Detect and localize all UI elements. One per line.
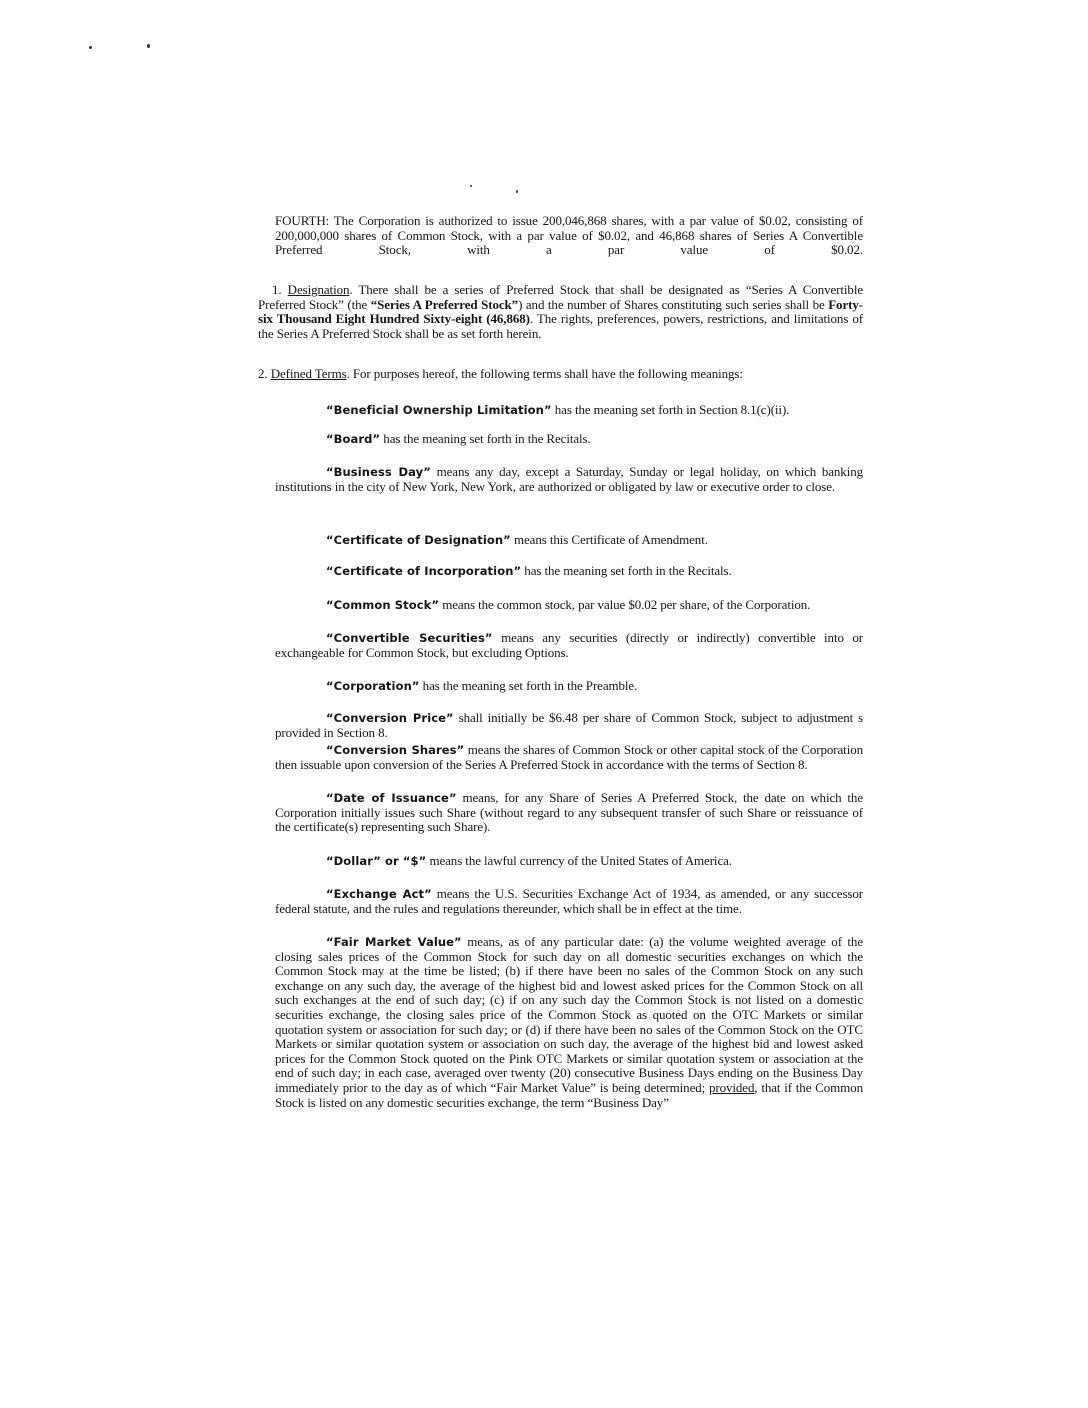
definition-exchange-act: “Exchange Act” means the U.S. Securities Exchange Act of 1934, as amended, or any successor federal statute, and the rules and regulations thereunder, which shall be in effect at the time.	[275, 886, 863, 916]
definition-conversion-shares: “Conversion Shares” means the shares of Common Stock or other capital stock of the Corporation then issuable upon conversion of the Series A Preferred Stock in accordance with the terms of Section 8.	[275, 742, 864, 772]
definition-conversion-price: “Conversion Price” shall initially be $6.48 per share of Common Stock, subject to adjustment s provided in Section 8.	[275, 710, 863, 740]
definition-corporation: “Corporation” has the meaning set forth in the Preamble.	[326, 678, 638, 693]
section-number: 1.	[272, 282, 288, 297]
definition-certificate-of-designation: “Certificate of Designation” means this Certificate of Amendment.	[326, 532, 708, 547]
section-heading: Defined Terms	[270, 366, 347, 381]
scan-speck	[89, 46, 92, 49]
definition-board: “Board” has the meaning set forth in the Recitals.	[326, 431, 591, 446]
definition-business-day: “Business Day” means any day, except a Saturday, Sunday or legal holiday, on which banking institutions in the city of New York, New York, are authorized or obligated by law or executive order to close.	[275, 464, 864, 494]
section-heading: Designation	[287, 282, 350, 297]
definition-date-of-issuance: “Date of Issuance” means, for any Share of Series A Preferred Stock, the date on which the Corporation initially issues such Share (without regard to any subsequent transfer of such Share or reissuance of the certificate(s) representing such Share).	[275, 790, 863, 834]
definition-beneficial-ownership-limitation: “Beneficial Ownership Limitation” has the meaning set forth in Section 8.1(c)(ii).	[326, 402, 790, 417]
section-2-defined-terms: 2. Defined Terms. For purposes hereof, the following terms shall have the following meanings:	[258, 366, 743, 381]
definition-dollar: “Dollar” or “$” means the lawful currency of the United States of America.	[326, 853, 732, 868]
article-fourth: FOURTH: The Corporation is authorized to issue 200,046,868 shares, with a par value of $0.02, consisting of 200,000,000 shares of Common Stock, with a par value of $0.02, and 46,868 shares of Series A Convertible Preferred Stock, with a par value of $0.02.	[275, 213, 863, 257]
section-1-designation: 1. Designation. There shall be a series of Preferred Stock that shall be designated as “Series A Convertible Preferred Stock” (the “Series A Preferred Stock”) and the number of Shares constituting such series shall be Forty-six Thousand Eight Hundred Sixty-eight (46,868). The rights, preferences, powers, restrictions, and limitations of the Series A Preferred Stock shall be as set forth herein.	[258, 282, 864, 341]
scan-speck	[470, 185, 472, 187]
scan-speck	[516, 190, 518, 193]
definition-convertible-securities: “Convertible Securities” means any securities (directly or indirectly) convertible into or exchangeable for Common Stock, but excluding Options.	[275, 630, 863, 660]
definition-fair-market-value: “Fair Market Value” means, as of any particular date: (a) the volume weighted average of the closing sales prices of the Common Stock for such day on all domestic securities exchanges on which the Common Stock may at the time be listed; (b) if there have been no sales of the Common Stock on any such exchange on any such day, the average of the highest bid and lowest asked prices for the Common Stock on all such exchanges at the end of such day; (c) if on any such day the Common Stock is not listed on a domestic securities exchange, the closing sales price of the Common Stock as quoted on the OTC Markets or similar quotation system or association for such day; or (d) if there have been no sales of the Common Stock on the OTC Markets or similar quotation system or association on such day, the average of the highest bid and lowest asked prices for the Common Stock quoted on the Pink OTC Markets or similar quotation system or association at the end of such day; in each case, averaged over twenty (20) consecutive Business Days ending on the Business Day immediately prior to the day as of which “Fair Market Value” is being determined; provided, that if the Common Stock is listed on any domestic securities exchange, the term “Business Day”	[275, 934, 863, 1110]
definition-common-stock: “Common Stock” means the common stock, par value $0.02 per share, of the Corporation.	[326, 597, 811, 612]
scan-speck	[147, 44, 150, 48]
definition-certificate-of-incorporation: “Certificate of Incorporation” has the meaning set forth in the Recitals.	[326, 563, 732, 578]
section-number: 2.	[258, 366, 271, 381]
